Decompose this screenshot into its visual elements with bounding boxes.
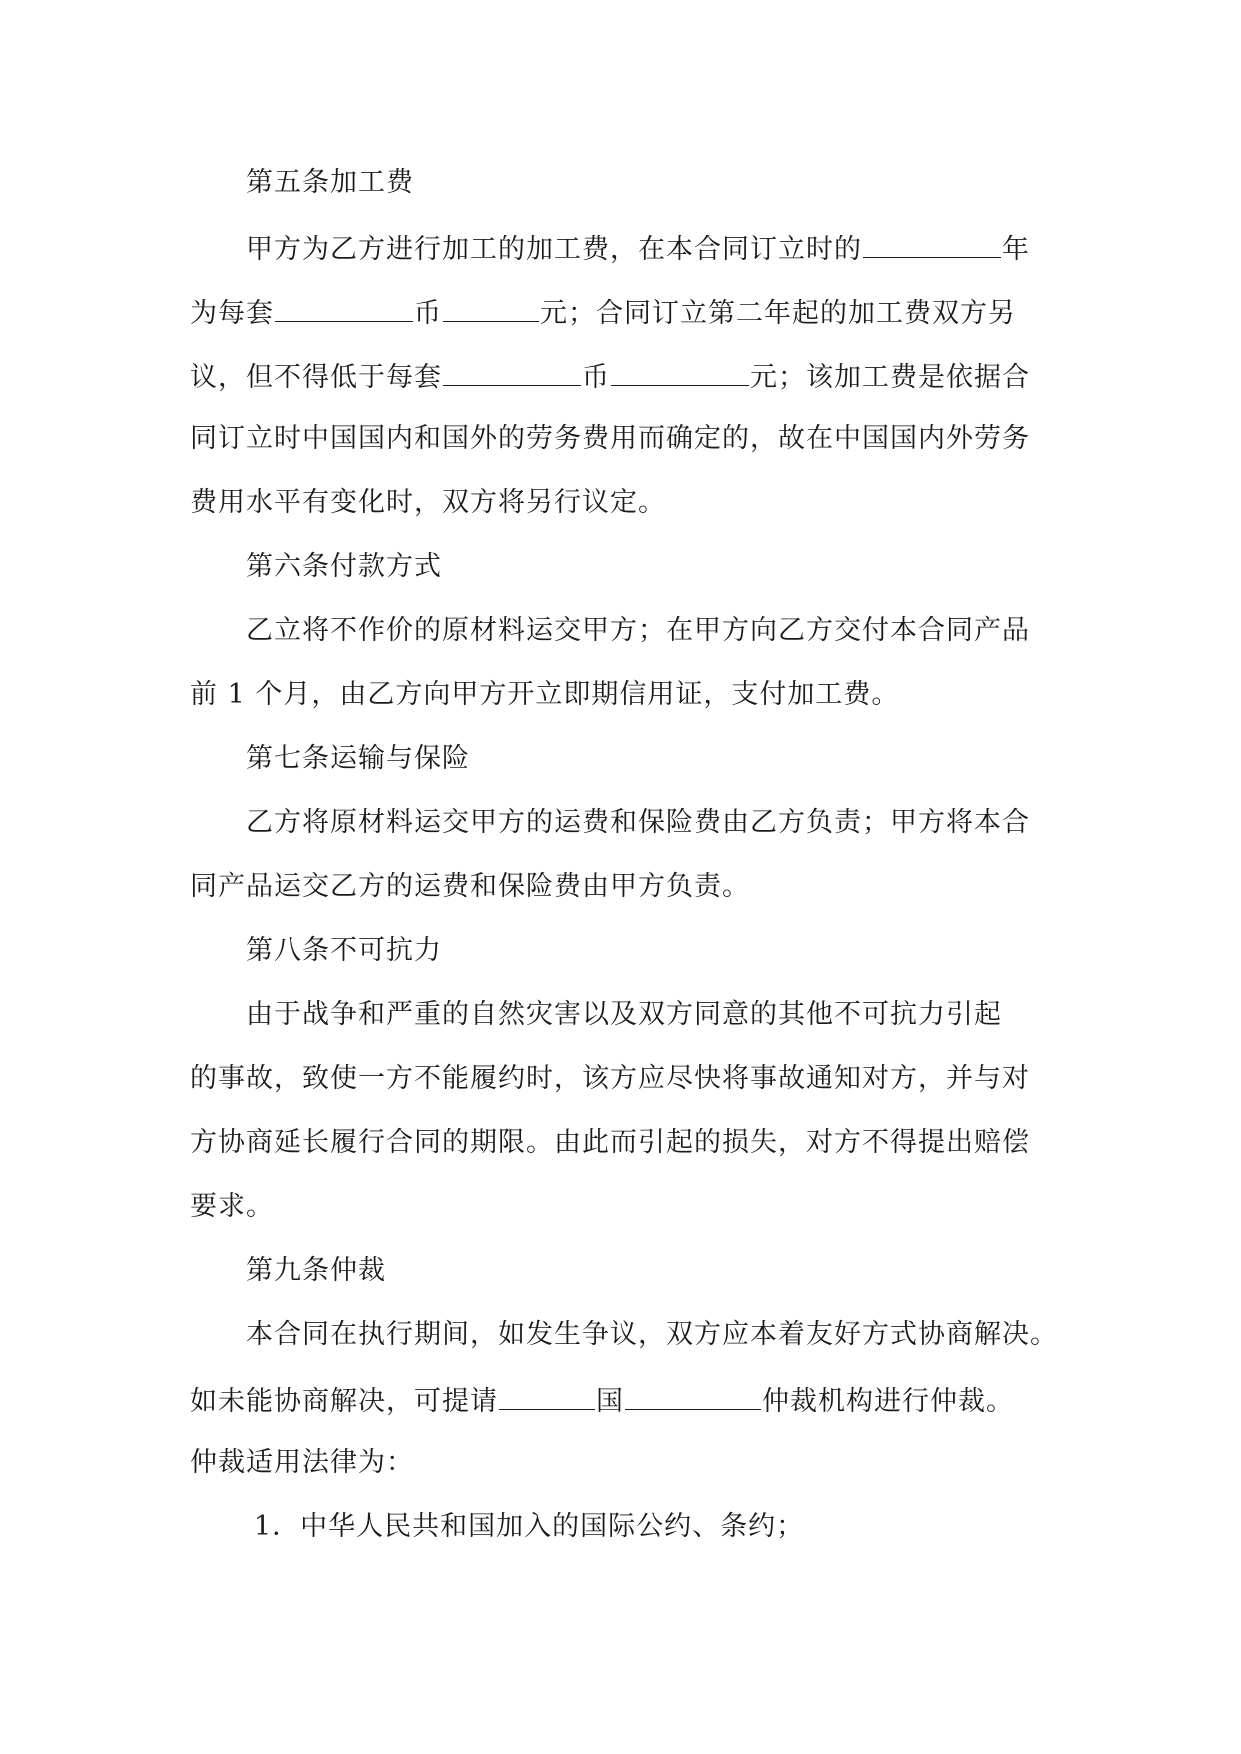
article7-heading: 第七条运输与保险 [246, 743, 470, 774]
article5-line2 [190, 291, 1060, 331]
article5-line5: 费用水平有变化时，双方将另行议定。 [190, 487, 666, 518]
article9-text: 仲裁机构进行仲裁。 [762, 1386, 1014, 1417]
blank-field-currency[interactable] [275, 291, 413, 322]
blank-field-arbitration-body[interactable] [625, 1379, 761, 1410]
blank-field-min-amount[interactable] [611, 355, 749, 386]
article8-line3: 方协商延长履行合同的期限。由此而引起的损失，对方不得提出赔偿 [190, 1127, 1030, 1158]
article6-line2: 前 1 个月，由乙方向甲方开立即期信用证，支付加工费。 [190, 679, 900, 710]
article9-line3: 仲裁适用法律为： [190, 1447, 414, 1478]
article9-text: 国 [596, 1386, 624, 1417]
article9-text: 如未能协商解决，可提请 [190, 1386, 498, 1417]
article5-text: 元；该加工费是依据合 [750, 362, 1030, 393]
article8-line4: 要求。 [190, 1191, 274, 1222]
article8-heading: 第八条不可抗力 [246, 935, 442, 966]
article9-line2 [190, 1379, 1060, 1419]
article6-line1: 乙立将不作价的原材料运交甲方；在甲方向乙方交付本合同产品 [246, 615, 1030, 646]
article9-heading: 第九条仲裁 [246, 1255, 386, 1286]
article5-text: 币 [414, 298, 442, 329]
article8-line1: 由于战争和严重的自然灾害以及双方同意的其他不可抗力引起 [246, 999, 1002, 1030]
article5-text: 币 [582, 362, 610, 393]
blank-field-year[interactable] [863, 227, 1001, 258]
article5-text: 元；合同订立第二年起的加工费双方另 [540, 298, 1016, 329]
article5-line3 [190, 355, 1060, 395]
article8-line2: 的事故，致使一方不能履约时，该方应尽快将事故通知对方，并与对 [190, 1063, 1030, 1094]
article5-text: 年 [1002, 234, 1030, 265]
article5-line4: 同订立时中国国内和国外的劳务费用而确定的，故在中国国内外劳务 [190, 423, 1030, 454]
article5-text: 甲方为乙方进行加工的加工费，在本合同订立时的 [246, 234, 862, 265]
article9-list-item-1: 1．中华人民共和国加入的国际公约、条约； [254, 1511, 805, 1542]
blank-field-min-currency[interactable] [443, 355, 581, 386]
article5-text: 为每套 [190, 298, 274, 329]
blank-field-country[interactable] [499, 1379, 595, 1410]
blank-field-amount[interactable] [443, 291, 539, 322]
article6-heading: 第六条付款方式 [246, 551, 442, 582]
article7-line2: 同产品运交乙方的运费和保险费由甲方负责。 [190, 871, 750, 902]
article9-line1: 本合同在执行期间，如发生争议，双方应本着友好方式协商解决。 [246, 1319, 1058, 1350]
article5-heading: 第五条加工费 [246, 167, 414, 198]
article5-text: 议，但不得低于每套 [190, 362, 442, 393]
article7-line1: 乙方将原材料运交甲方的运费和保险费由乙方负责；甲方将本合 [246, 807, 1030, 838]
article5-line1 [246, 227, 1116, 267]
